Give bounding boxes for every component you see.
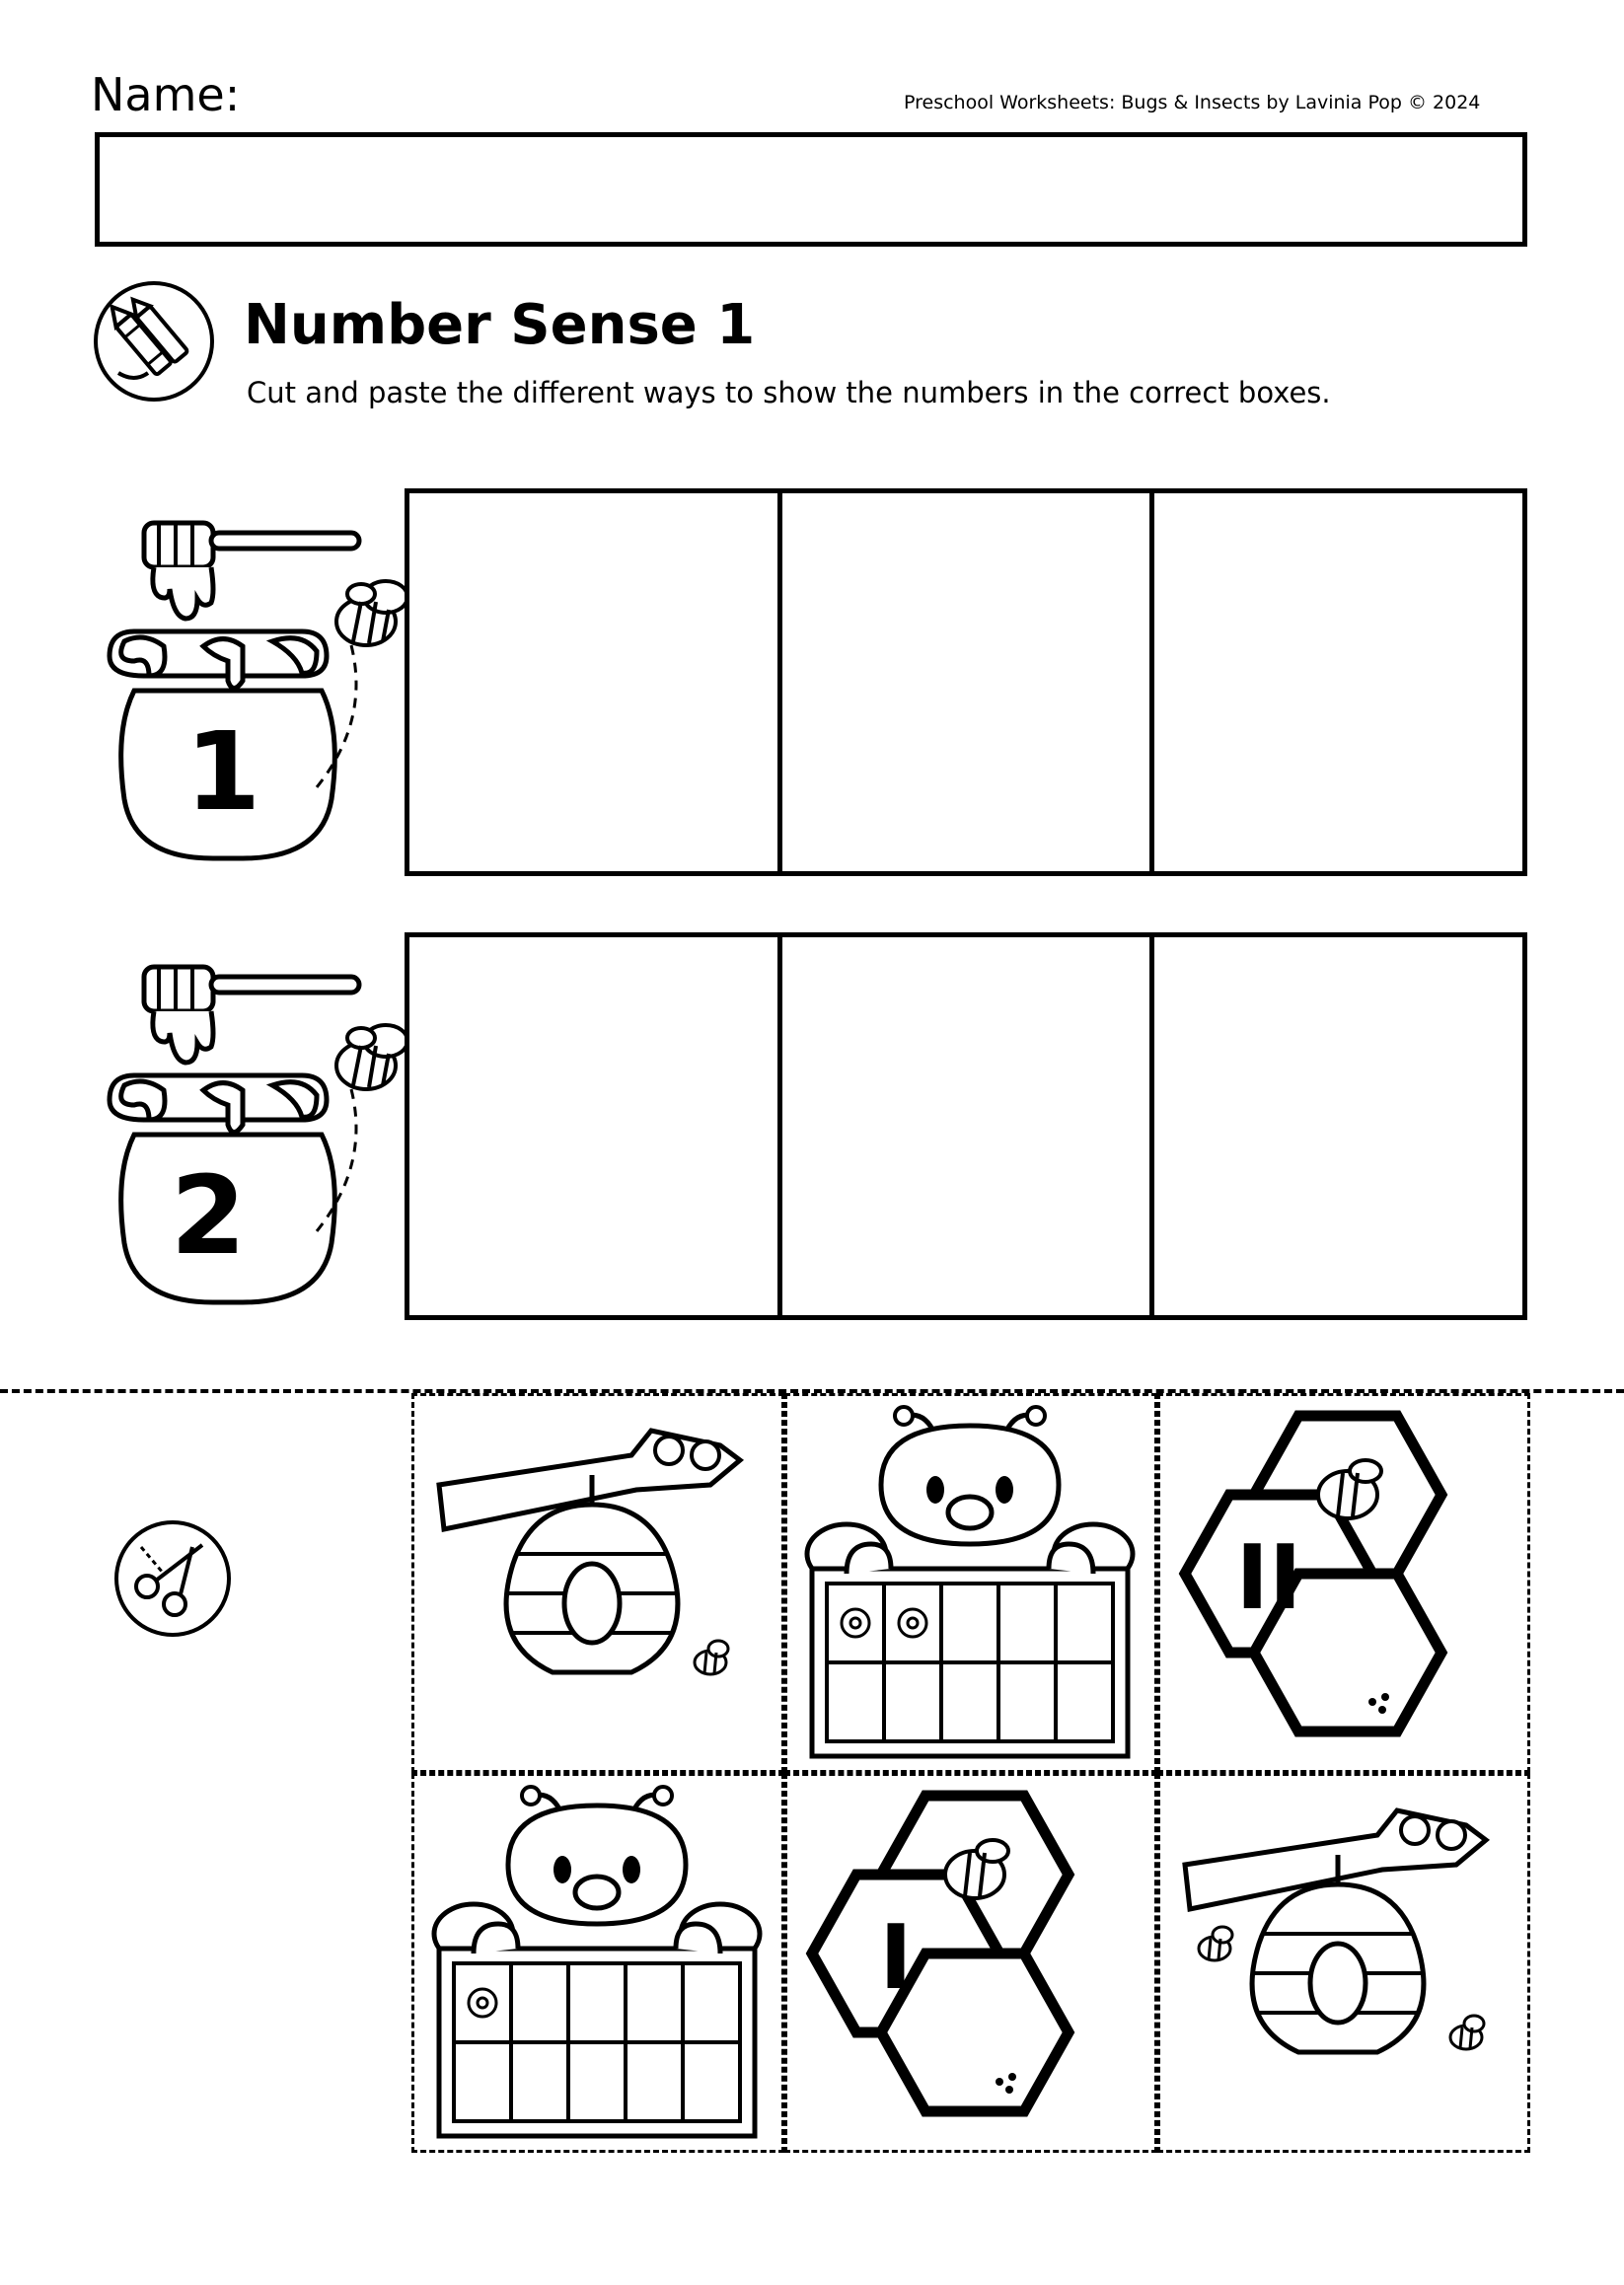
name-label: Name: (91, 68, 241, 121)
honeycomb-icon (1160, 1396, 1527, 1770)
cutout-card-beehive[interactable] (411, 1393, 784, 1773)
answer-box[interactable] (1154, 493, 1522, 871)
beehive-icon (1160, 1776, 1527, 2150)
cutout-card-ten-frame[interactable] (784, 1393, 1157, 1773)
answer-row-1 (405, 488, 1527, 876)
beehive-icon (414, 1396, 781, 1770)
answer-box[interactable] (1154, 937, 1522, 1315)
honey-pot-icon (95, 493, 410, 888)
answer-box[interactable] (782, 493, 1155, 871)
cutout-card-ten-frame[interactable] (411, 1773, 784, 2153)
scissors-icon (111, 1517, 234, 1640)
bee-ten-frame-icon (787, 1396, 1154, 1770)
answer-row-2 (405, 932, 1527, 1320)
answer-box[interactable] (409, 937, 782, 1315)
instructions-text: Cut and paste the different ways to show the numbers in the correct boxes. (247, 376, 1331, 409)
jar-number: 2 (170, 1152, 247, 1279)
honeycomb-icon (787, 1776, 1154, 2150)
credit-text: Preschool Worksheets: Bugs & Insects by Lavinia Pop © 2024 (904, 92, 1481, 113)
answer-box[interactable] (409, 493, 782, 871)
tally-mark: I (879, 1906, 913, 2010)
page-title: Number Sense 1 (244, 293, 756, 357)
honey-pot-icon (95, 937, 410, 1332)
jar-number: 1 (185, 708, 261, 835)
crayon-icon (91, 278, 217, 405)
name-field[interactable] (95, 132, 1527, 247)
cutout-card-beehive[interactable] (1157, 1773, 1530, 2153)
tally-mark: II (1235, 1526, 1302, 1630)
cutout-card-honeycomb[interactable] (784, 1773, 1157, 2153)
bee-ten-frame-icon (414, 1776, 781, 2150)
answer-box[interactable] (782, 937, 1155, 1315)
cutout-card-honeycomb[interactable] (1157, 1393, 1530, 1773)
